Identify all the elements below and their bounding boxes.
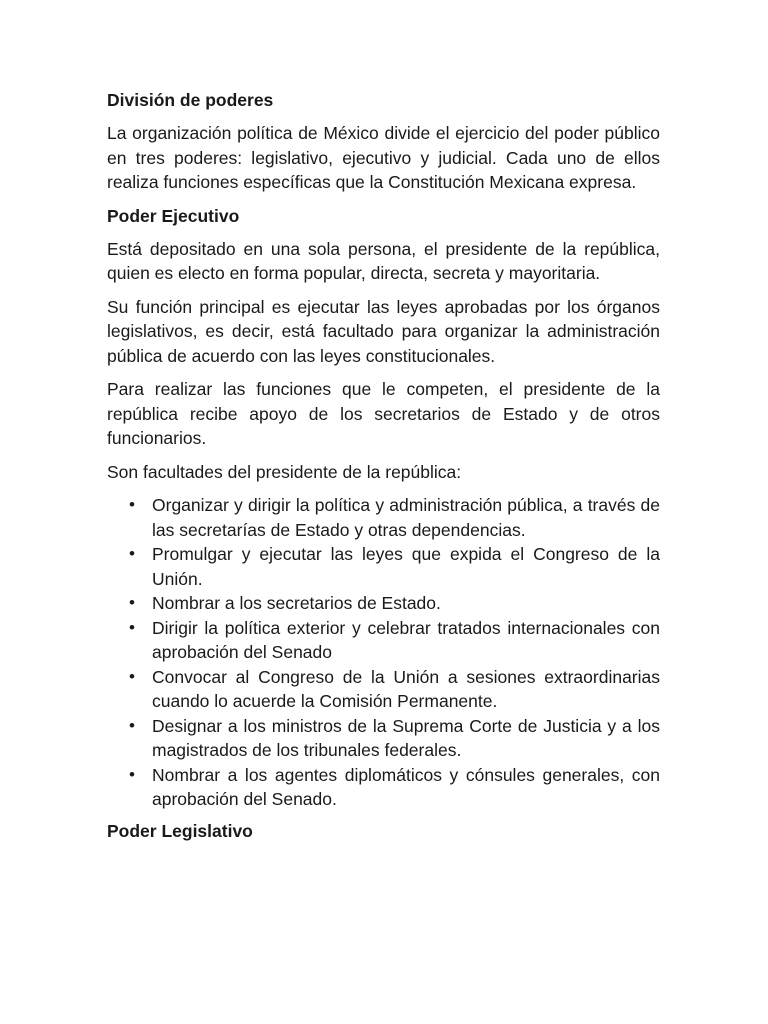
- list-item-text: Designar a los ministros de la Suprema Corte de Justicia y a los magistrados de los tribunales federales.: [152, 715, 660, 760]
- heading-division-de-poderes: División de poderes: [107, 90, 274, 110]
- list-item: [107, 493, 660, 542]
- list-item-text: Convocar al Congreso de la Unión a sesiones extraordinarias cuando lo acuerde la Comisión Permanente.: [152, 666, 660, 711]
- list-item: [107, 763, 660, 812]
- paragraph-ejecutivo-3: Para realizar las funciones que le competen, el presidente de la república recibe apoyo de los secretarios de Estado y de otros funcionarios.: [107, 379, 660, 448]
- bullet-icon: •: [129, 544, 135, 563]
- bullet-icon: •: [129, 715, 135, 735]
- heading-poder-legislativo: Poder Legislativo: [107, 820, 253, 841]
- heading-poder-ejecutivo: Poder Ejecutivo: [107, 205, 240, 226]
- list-item-text: Dirigir la política exterior y celebrar tratados internacionales con aprobación del Senado: [152, 617, 660, 662]
- list-item-text: Nombrar a los agentes diplomáticos y cónsules generales, con aprobación del Senado.: [152, 764, 660, 809]
- facultades-list: [107, 493, 660, 812]
- bullet-icon: •: [129, 495, 135, 514]
- paragraph-ejecutivo-2: Su función principal es ejecutar las leyes aprobadas por los órganos legislativos, es decir, está facultado para organizar la administración pública de acuerdo con las leyes constitucionales.: [107, 296, 660, 366]
- paragraph-intro: La organización política de México divide el ejercicio del poder público en tres poderes: legislativo, ejecutivo y judicial. Cada uno de ellos realiza funciones específicas que la Constitución Mexicana expresa.: [107, 123, 660, 192]
- list-item-text: Organizar y dirigir la política y administración pública, a través de las secretarías de Estado y otras dependencias.: [152, 495, 660, 540]
- list-item: [107, 591, 660, 616]
- list-item: [107, 542, 660, 591]
- list-item: [107, 714, 660, 763]
- bullet-icon: •: [129, 666, 135, 686]
- list-item-text: Promulgar y ejecutar las leyes que expida el Congreso de la Unión.: [152, 544, 660, 589]
- paragraph-facultades-intro: Son facultades del presidente de la república:: [107, 461, 462, 482]
- bullet-icon: •: [129, 593, 135, 612]
- list-item-text: Nombrar a los secretarios de Estado.: [152, 593, 441, 613]
- paragraph-ejecutivo-1: Está depositado en una sola persona, el presidente de la república, quien es electo en forma popular, directa, secreta y mayoritaria.: [107, 238, 660, 283]
- list-item: [107, 616, 660, 665]
- bullet-icon: •: [129, 617, 135, 637]
- bullet-icon: •: [129, 764, 135, 784]
- list-item: [107, 665, 660, 714]
